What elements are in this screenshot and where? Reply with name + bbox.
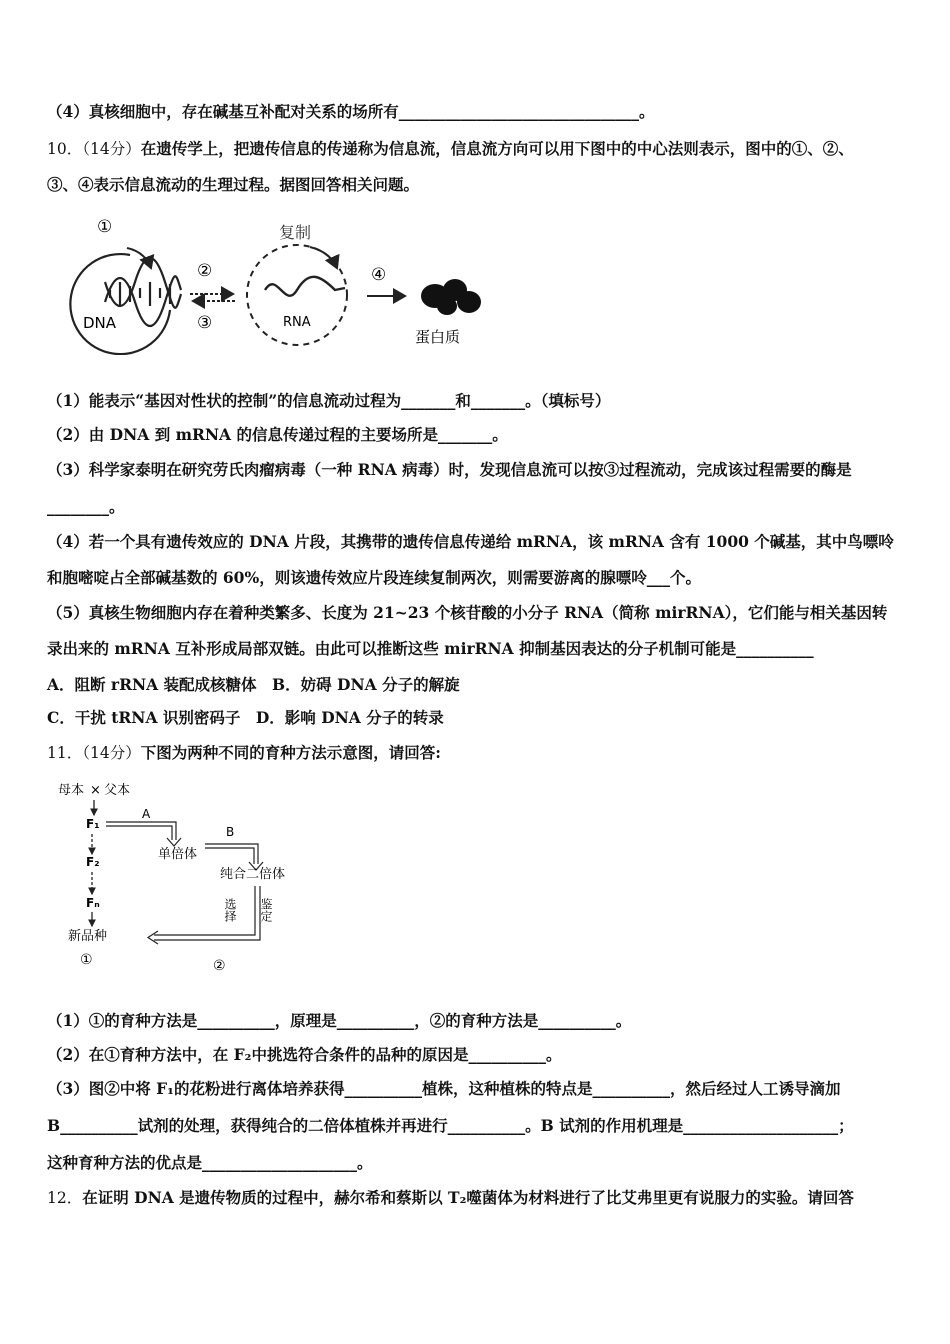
q12-intro-text: 在证明 DNA 是遗传物质的过程中，赫尔希和蔡斯以 T₂噬菌体为材料进行了比艾弗里更有说服力的实验。请回答	[82, 1188, 854, 1207]
rna-replication-arrow	[310, 247, 337, 268]
q11-intro-line	[47, 743, 441, 763]
path-b-outer	[205, 844, 258, 864]
replication-label: 复制	[279, 223, 312, 242]
method-1-label: ①	[80, 952, 93, 968]
f2-label: F₂	[86, 855, 100, 869]
q11-part3-line2: B__________试剂的处理，获得纯合的二倍体植株并再进行__________。B 试剂的作用机理是____________________；	[47, 1116, 854, 1135]
identify-label: 鉴定	[259, 898, 273, 922]
select-label: 选择	[223, 898, 237, 922]
path-a-inner	[106, 826, 172, 840]
path-b-inner	[205, 848, 254, 864]
q10-part4-line1: （4）若一个具有遗传效应的 DNA 片段，其携带的遗传信息传递给 mRNA，该 mRNA 含有 1000 个碱基，其中鸟嘌呤	[47, 532, 894, 551]
f1-label: F₁	[86, 817, 100, 831]
q10-intro-text: 在遗传学上，把遗传信息的传递称为信息流，信息流方向可以用下图中的中心法则表示，图中的①、②、	[140, 139, 854, 158]
dna-label: DNA	[83, 314, 117, 332]
q12-intro-line	[47, 1188, 854, 1208]
q11-part1: （1）①的育种方法是__________，原理是__________，②的育种方法是__________。	[47, 1011, 632, 1030]
new-variety-label: 新品种	[68, 929, 108, 944]
q9-part4: （4）真核细胞中，存在碱基互补配对关系的场所有_______________________________。	[47, 102, 655, 121]
q10-part4-line2: 和胞嘧啶占全部碱基数的 60%，则该遗传效应片段连续复制两次，则需要游离的腺嘌呤___个。	[47, 568, 701, 587]
rna-label: RNA	[283, 315, 311, 330]
q12-number: 12．	[47, 1189, 83, 1207]
label-3: ③	[197, 313, 213, 333]
method-2-label: ②	[213, 958, 226, 974]
father-label: 父本	[104, 783, 131, 798]
q11-part3-line1: （3）图②中将 F₁的花粉进行离体培养获得__________植株，这种植株的特点是__________，然后经过人工诱导滴加	[47, 1079, 841, 1098]
q11-part2: （2）在①育种方法中，在 F₂中挑选符合条件的品种的原因是__________。	[47, 1045, 562, 1064]
q10-part1: （1）能表示“基因对性状的控制”的信息流动过程为_______和_______。（填标号）	[47, 391, 611, 410]
mother-label: 母本	[58, 783, 85, 798]
b-label: B	[226, 825, 235, 839]
haploid-label: 单倍体	[158, 847, 198, 862]
rna-strand-icon	[265, 277, 345, 296]
return-path-arrowhead	[148, 931, 158, 944]
protein-label: 蛋白质	[415, 328, 461, 346]
q10-points: （14分）	[82, 140, 141, 158]
label-2: ②	[197, 261, 213, 281]
q10-options-cd: C．干扰 tRNA 识别密码子 D．影响 DNA 分子的转录	[47, 708, 444, 727]
central-dogma-figure	[45, 210, 495, 355]
breeding-methods-figure	[50, 778, 300, 978]
path-a-outer	[106, 822, 176, 840]
return-path-outer	[154, 886, 260, 940]
path-a-arrowhead	[167, 838, 181, 846]
q10-intro-line2: ③、④表示信息流动的生理过程。据图回答相关问题。	[47, 175, 420, 194]
protein-icon	[421, 279, 481, 315]
q10-options-ab: A．阻断 rRNA 装配成核糖体 B．妨碍 DNA 分子的解旋	[47, 675, 460, 694]
q11-part3-line3: 这种育种方法的优点是____________________。	[47, 1153, 373, 1172]
q10-part5-line1: （5）真核生物细胞内存在着种类繁多、长度为 21~23 个核苷酸的小分子 RNA（简称 mirRNA），它们能与相关基因转	[47, 603, 888, 622]
q10-number: 10．	[47, 140, 83, 158]
a-label: A	[142, 807, 151, 821]
q10-part2: （2）由 DNA 到 mRNA 的信息传递过程的主要场所是_______。	[47, 425, 508, 444]
cross-symbol: ×	[90, 783, 101, 798]
q10-part3-line1: （3）科学家泰明在研究劳氏肉瘤病毒（一种 RNA 病毒）时，发现信息流可以按③过程流动，完成该过程需要的酶是	[47, 460, 852, 479]
q11-points: （14分）	[82, 744, 141, 762]
q10-part3-line2: ________。	[47, 497, 125, 516]
return-path-inner	[154, 886, 255, 935]
label-1: ①	[97, 217, 113, 237]
label-4: ④	[371, 265, 387, 285]
q11-number: 11．	[47, 744, 83, 762]
pure-diploid-label: 纯合二倍体	[220, 867, 286, 882]
q10-intro-line1	[47, 139, 854, 159]
q11-intro-text: 下图为两种不同的育种方法示意图，请回答:	[140, 743, 441, 762]
q10-part5-line2: 录出来的 mRNA 互补形成局部双链。由此可以推断这些 mirRNA 抑制基因表达的分子机制可能是__________	[47, 639, 814, 658]
fn-label: Fₙ	[86, 896, 100, 910]
